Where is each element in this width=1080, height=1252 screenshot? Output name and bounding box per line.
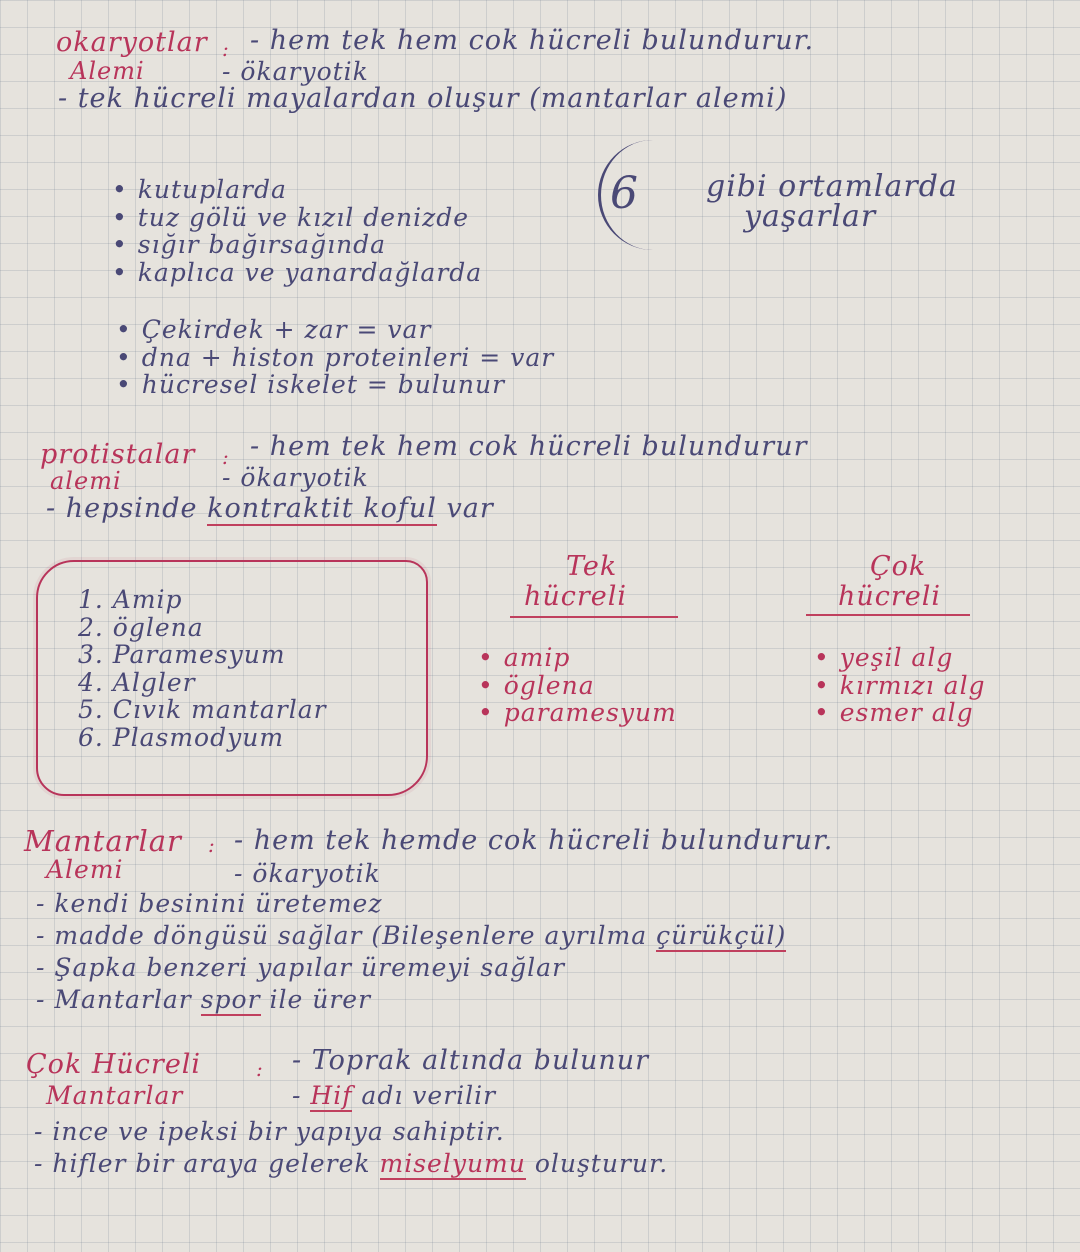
mantar-line-6-pre: - Mantarlar	[36, 985, 192, 1014]
habitat-item: • kutuplarda	[112, 176, 482, 204]
tek-hucreli-list	[478, 644, 677, 727]
mantar-title-2: Alemi	[46, 855, 124, 884]
cok-mantar-line-2-pre: -	[292, 1081, 302, 1110]
cok-mantar-colon: :	[256, 1057, 264, 1081]
mantar-colon: :	[208, 833, 216, 857]
mantar-spore: spor	[200, 985, 261, 1014]
cell-feature-item: • hücresel iskelet = bulunur	[116, 371, 554, 399]
cok-mantar-line-2-post: adı verilir	[361, 1081, 497, 1110]
protista-list-item: 2. öglena	[78, 612, 204, 642]
protista-list-item: 5. Cıvık mantarlar	[78, 695, 327, 724]
tek-hucreli-item: • öglena	[478, 672, 677, 700]
protista-numbered-list	[78, 586, 327, 751]
mantar-line-5: - Şapka benzeri yapılar üremeyi sağlar	[36, 953, 566, 982]
tek-hucreli-underline	[510, 616, 678, 618]
cell-feature-list	[116, 316, 554, 399]
tek-hucreli-heading-2: hücreli	[524, 581, 628, 612]
mantar-line-4-pre: - madde döngüsü sağlar (Bileşenlere ayrılma	[36, 921, 648, 950]
ekaryot-title-2: Alemi	[70, 57, 145, 85]
mantar-line-3: - kendi besinini üretemez	[36, 889, 383, 918]
habitat-note-2: yaşarlar	[744, 199, 877, 234]
mantar-line-6-post: ile ürer	[269, 985, 372, 1014]
protista-list-item: 6. Plasmodyum	[78, 722, 285, 752]
protista-line-2: - ökaryotik	[222, 463, 369, 492]
ekaryot-line-1: - hem tek hem cok hücreli bulundurur.	[250, 25, 815, 56]
cok-mantar-mycelium: miselyumu	[379, 1149, 526, 1178]
protista-title-2: alemi	[50, 467, 122, 495]
protista-line-1: - hem tek hem cok hücreli bulundurur	[250, 431, 808, 462]
cok-mantar-line-4-post: oluşturur.	[534, 1149, 669, 1178]
cok-hucreli-heading-1: Çok	[870, 551, 927, 582]
cok-hucreli-list	[814, 644, 986, 727]
cok-hucreli-heading-2: hücreli	[838, 581, 942, 612]
ekaryot-line-3: - tek hücreli mayalardan oluşur (mantarlar alemi)	[58, 83, 788, 114]
habitat-list	[112, 176, 482, 286]
ekaryot-colon: :	[222, 37, 230, 61]
habitat-item: • tuz gölü ve kızıl denizde	[112, 204, 482, 232]
cok-mantar-line-2	[292, 1082, 496, 1110]
cok-hucreli-underline	[806, 614, 970, 616]
habitat-item: • sığır bağırsağında	[112, 231, 482, 259]
mantar-line-6	[36, 986, 371, 1014]
habitat-digit: 6	[610, 168, 639, 219]
tek-hucreli-item: • amip	[478, 644, 677, 672]
protista-list-item: 3. Paramesyum	[78, 640, 286, 669]
mantar-title: Mantarlar	[24, 824, 182, 858]
protista-contractile-vacuole: kontraktit koful	[207, 493, 437, 524]
protista-colon: :	[222, 445, 230, 469]
protista-list-item: 4. Algler	[78, 667, 196, 697]
cok-mantar-hyphae: Hif	[310, 1081, 353, 1110]
cok-hucreli-item: • yeşil alg	[814, 644, 986, 672]
tek-hucreli-heading-1: Tek	[566, 551, 618, 582]
cell-feature-item: • dna + histon proteinleri = var	[116, 344, 554, 372]
protista-line-3-post: var	[446, 493, 494, 524]
cok-mantar-line-4	[34, 1150, 668, 1178]
cell-feature-item: • Çekirdek + zar = var	[116, 316, 554, 344]
protista-list-item: 1. Amip	[78, 585, 183, 614]
protista-title: protistalar	[40, 439, 196, 470]
protista-line-3	[46, 494, 494, 524]
protista-line-3-pre: - hepsinde	[46, 493, 198, 524]
cok-mantar-line-1: - Toprak altında bulunur	[292, 1045, 650, 1076]
ekaryot-line-2: - ökaryotik	[222, 57, 369, 86]
habitat-note-1: gibi ortamlarda	[706, 169, 958, 204]
cok-mantar-title-2: Mantarlar	[46, 1081, 184, 1110]
cok-mantar-line-4-pre: - hifler bir araya gelerek	[34, 1149, 371, 1178]
ekaryot-title: okaryotlar	[56, 27, 208, 58]
mantar-line-1: - hem tek hemde cok hücreli bulundurur.	[234, 825, 834, 856]
cok-hucreli-item: • esmer alg	[814, 699, 986, 727]
cok-hucreli-item: • kırmızı alg	[814, 672, 986, 700]
habitat-item: • kaplıca ve yanardağlarda	[112, 259, 482, 287]
mantar-line-2: - ökaryotik	[234, 859, 381, 888]
mantar-line-4	[36, 922, 786, 950]
tek-hucreli-item: • paramesyum	[478, 699, 677, 727]
cok-mantar-title: Çok Hücreli	[26, 1049, 202, 1080]
mantar-saprophyte: çürükçül)	[656, 921, 787, 950]
cok-mantar-line-3: - ince ve ipeksi bir yapıya sahiptir.	[34, 1117, 505, 1146]
